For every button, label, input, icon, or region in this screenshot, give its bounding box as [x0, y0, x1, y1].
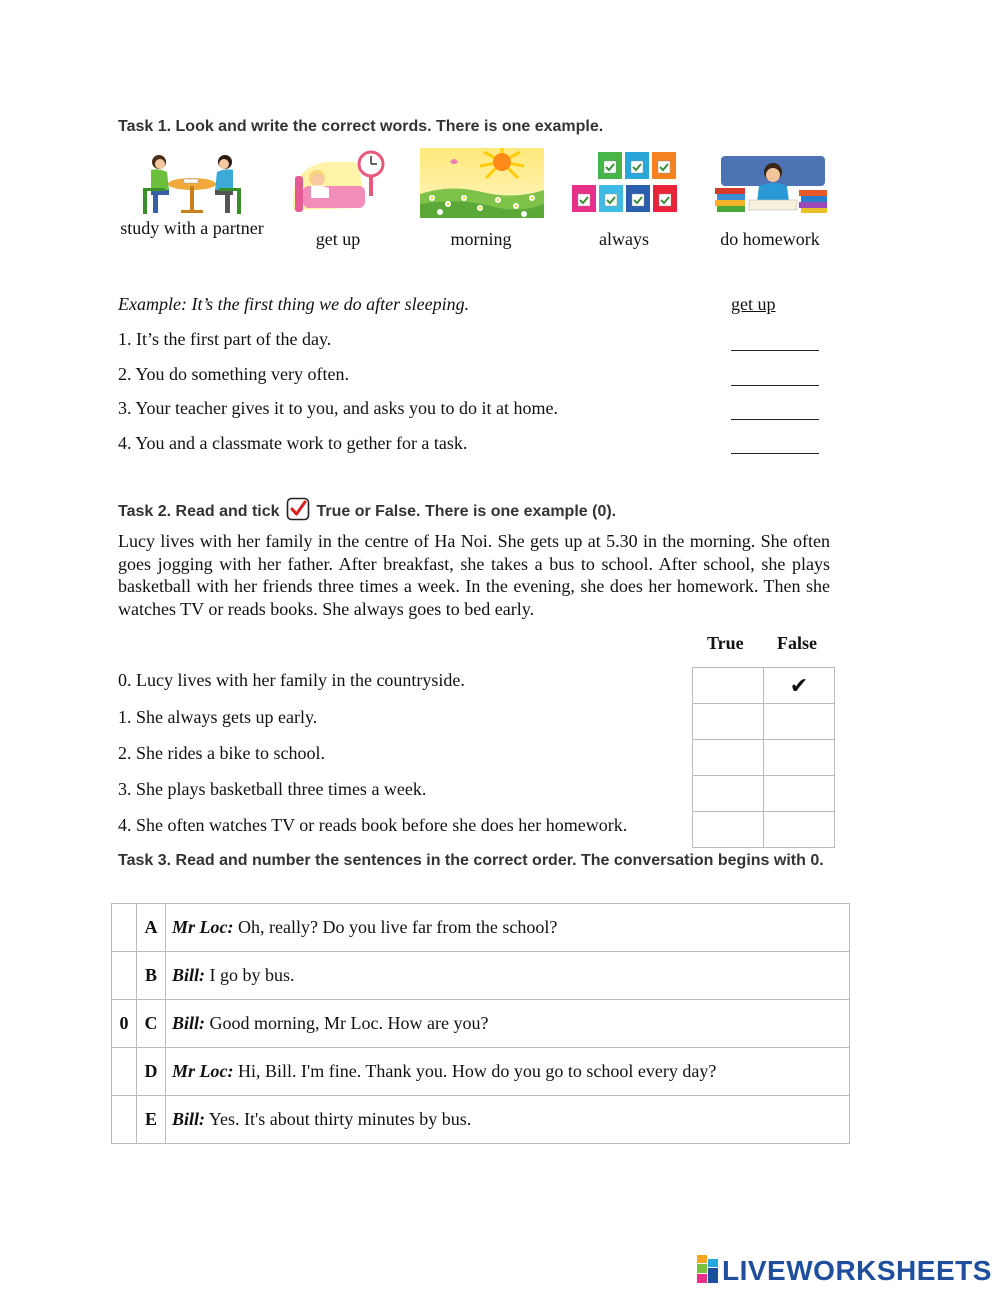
task1-answer-1[interactable] — [731, 350, 819, 351]
task1-question-3: 3. Your teacher gives it to you, and asks you to do it at home. — [118, 398, 558, 418]
task1-answer-2[interactable] — [731, 385, 819, 386]
line-text: Good morning, Mr Loc. How are you? — [209, 1013, 489, 1033]
logo-blocks-icon — [697, 1255, 719, 1288]
order-cell-b[interactable] — [112, 952, 137, 1000]
checkbox-tick-icon — [286, 497, 310, 521]
true-false-table — [692, 667, 835, 848]
true-cell-3[interactable] — [693, 776, 764, 812]
table-row — [112, 1048, 850, 1096]
task2-statement-4: 4. She often watches TV or reads book before she does her homework. — [118, 815, 628, 835]
table-row — [693, 740, 835, 776]
line-text: Hi, Bill. I'm fine. Thank you. How do you go to school every day? — [238, 1061, 717, 1081]
table-row — [693, 812, 835, 848]
table-row — [693, 704, 835, 740]
caption-morning: morning — [450, 229, 512, 249]
morning-sun-icon — [420, 148, 544, 218]
calendar-checks-icon — [572, 152, 678, 214]
table-row — [112, 1000, 850, 1048]
task1-example: Example: It’s the first thing we do after sleeping. — [118, 294, 470, 314]
order-cell-a[interactable] — [112, 904, 137, 952]
false-cell-0[interactable]: ✔ — [764, 668, 835, 704]
true-cell-0[interactable] — [693, 668, 764, 704]
task2-title-start: Task 2. Read and tick — [118, 503, 280, 520]
task1-answer-3[interactable] — [731, 419, 819, 420]
line-text: I go by bus. — [209, 965, 295, 985]
caption-do-homework: do homework — [720, 229, 820, 249]
order-cell-d[interactable] — [112, 1048, 137, 1096]
table-row — [112, 1096, 850, 1144]
homework-icon — [713, 148, 831, 214]
letter-cell-d: D — [137, 1048, 166, 1096]
task2-statement-1: 1. She always gets up early. — [118, 707, 318, 727]
task1-question-1: 1. It’s the first part of the day. — [118, 329, 332, 349]
line-cell-a — [166, 904, 850, 952]
task1-example-answer: get up — [731, 294, 776, 314]
speaker: Bill: — [172, 1109, 206, 1129]
order-cell-e[interactable] — [112, 1096, 137, 1144]
false-cell-3[interactable] — [764, 776, 835, 812]
task2-title — [118, 497, 616, 521]
table-row — [112, 904, 850, 952]
true-cell-2[interactable] — [693, 740, 764, 776]
letter-cell-c: C — [137, 1000, 166, 1048]
true-column-header: True — [707, 633, 744, 653]
task2-passage: Lucy lives with her family in the centre of Ha Noi. She gets up at 5.30 in the morning. She often goes jogging with her father. After breakfast, she takes a bus to school. After school, she plays basketball with her friends three times a week. In the evening, she does her homework. Then she watches TV or reads books. She always goes to bed early. — [118, 531, 830, 619]
order-cell-c: 0 — [112, 1000, 137, 1048]
speaker: Mr Loc: — [172, 917, 234, 937]
task1-question-4: 4. You and a classmate work to gether for a task. — [118, 433, 468, 453]
task3-title: Task 3. Read and number the sentences in the correct order. The conversation begins with 0. — [118, 852, 824, 869]
false-cell-1[interactable] — [764, 704, 835, 740]
line-text: Yes. It's about thirty minutes by bus. — [208, 1109, 472, 1129]
line-cell-b — [166, 952, 850, 1000]
false-cell-4[interactable] — [764, 812, 835, 848]
false-cell-2[interactable] — [764, 740, 835, 776]
task1-answer-4[interactable] — [731, 453, 819, 454]
task2-title-end: True or False. There is one example (0). — [316, 503, 617, 520]
liveworksheets-logo — [697, 1255, 992, 1287]
letter-cell-e: E — [137, 1096, 166, 1144]
caption-get-up: get up — [315, 229, 361, 249]
false-column-header: False — [777, 633, 817, 653]
caption-study-partner: study with a partner — [120, 218, 264, 238]
letter-cell-a: A — [137, 904, 166, 952]
speaker: Bill: — [172, 1013, 206, 1033]
line-cell-c — [166, 1000, 850, 1048]
true-cell-1[interactable] — [693, 704, 764, 740]
line-cell-e — [166, 1096, 850, 1144]
conversation-table — [111, 903, 850, 1144]
task2-statement-2: 2. She rides a bike to school. — [118, 743, 325, 763]
speaker: Bill: — [172, 965, 206, 985]
study-partner-icon — [137, 148, 247, 218]
task2-statement-0: 0. Lucy lives with her family in the countryside. — [118, 670, 465, 690]
line-text: Oh, really? Do you live far from the school? — [238, 917, 558, 937]
speaker: Mr Loc: — [172, 1061, 234, 1081]
task2-statement-3: 3. She plays basketball three times a week. — [118, 779, 427, 799]
table-row — [693, 668, 835, 704]
letter-cell-b: B — [137, 952, 166, 1000]
table-row — [693, 776, 835, 812]
task1-question-2: 2. You do something very often. — [118, 364, 349, 384]
logo-text: LIVEWORKSHEETS — [722, 1255, 992, 1286]
table-row — [112, 952, 850, 1000]
caption-always: always — [599, 229, 649, 249]
true-cell-4[interactable] — [693, 812, 764, 848]
get-up-icon — [285, 148, 395, 218]
task1-title: Task 1. Look and write the correct words. There is one example. — [118, 118, 604, 135]
line-cell-d — [166, 1048, 850, 1096]
